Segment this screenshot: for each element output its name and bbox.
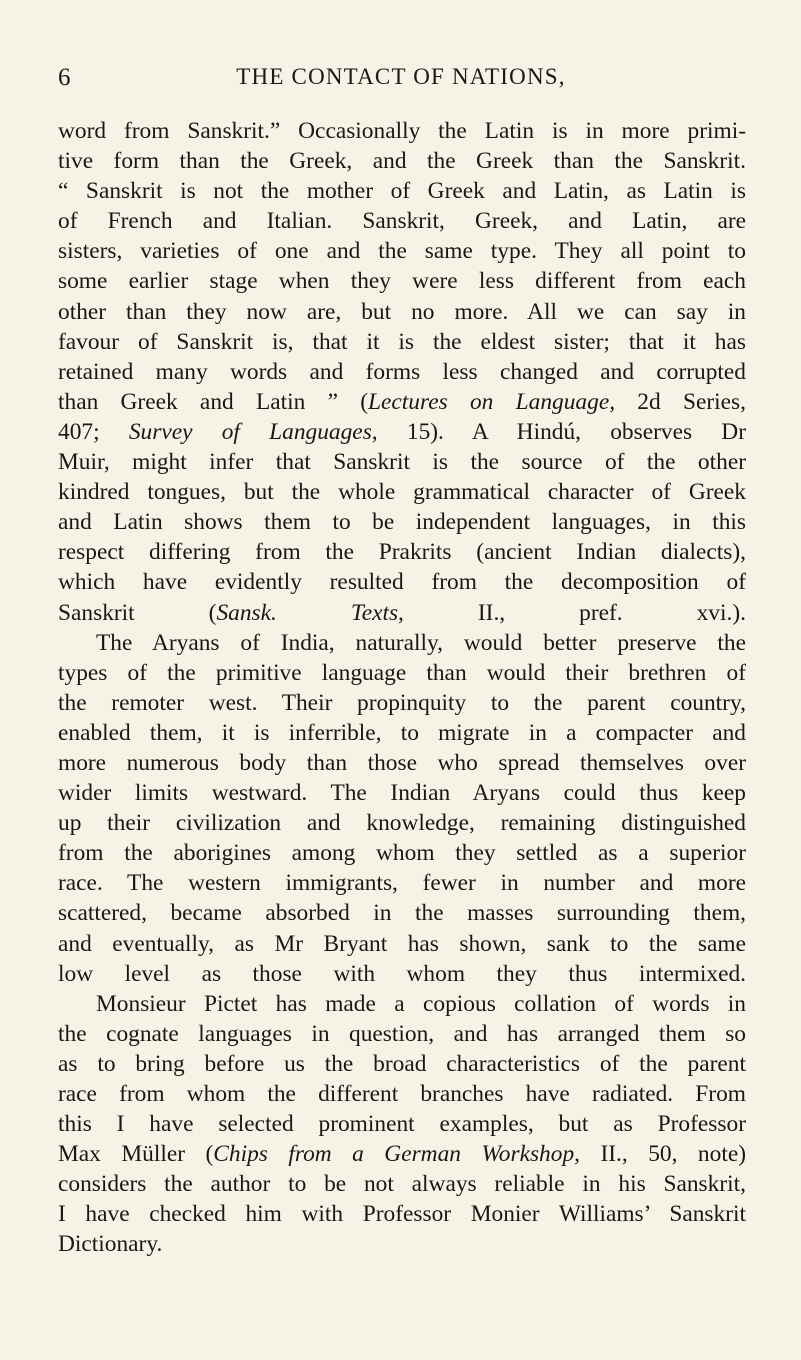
text-line	[58, 1019, 746, 1049]
text-segment: I have checked him with Professor Monier Williams’ Sanskrit	[58, 1201, 746, 1228]
text-segment: tive form than the Greek, and the Greek than the Sanskrit.	[58, 148, 746, 175]
text-segment: as to bring before us the broad characteristics of the parent	[58, 1050, 746, 1077]
text-line	[58, 567, 746, 597]
text-line	[58, 1169, 746, 1199]
text-line	[58, 1109, 746, 1139]
text-line	[58, 297, 746, 327]
text-segment: 407;	[58, 418, 129, 445]
text-line	[58, 1229, 746, 1259]
text-line	[58, 808, 746, 838]
text-segment: word from Sanskrit.” Occasionally the Latin is in more primi-	[58, 118, 746, 144]
text-line	[58, 658, 746, 688]
text-line	[58, 1079, 746, 1109]
text-line	[58, 748, 746, 778]
text-line	[58, 236, 746, 266]
text-line	[58, 898, 746, 928]
text-line	[58, 507, 746, 537]
running-header	[58, 64, 744, 104]
text-segment: enabled them, it is inferrible, to migrate in a compacter and	[58, 719, 746, 746]
text-segment: this I have selected prominent examples, but as Professor	[58, 1111, 746, 1138]
text-segment: race from whom the different branches have radiated. From	[58, 1081, 746, 1107]
page-number: 6	[58, 64, 71, 91]
text-segment: Max Müller (	[58, 1141, 214, 1168]
text-line	[58, 868, 746, 898]
text-line	[58, 1199, 746, 1229]
text-segment: 15). A Hindú, observes Dr	[377, 418, 746, 445]
italic-title: Sansk. Texts,	[216, 599, 404, 626]
text-segment: other than they now are, but no more. All we can say in	[58, 298, 746, 325]
text-line	[58, 1049, 746, 1079]
text-line	[58, 718, 746, 748]
text-line	[58, 778, 746, 808]
text-segment: more numerous body than those who spread themselves over	[58, 749, 746, 776]
text-segment: considers the author to be not always reliable in his Sanskrit,	[58, 1171, 746, 1198]
text-segment: II., 50, note)	[580, 1141, 746, 1168]
text-segment: Muir, might infer that Sanskrit is the source of the other	[58, 449, 746, 476]
italic-title: Chips from a German Workshop,	[213, 1141, 580, 1168]
text-segment: Sanskrit (	[58, 599, 217, 626]
text-segment: from the aborigines among whom they settled as a superior	[58, 840, 746, 867]
text-line	[58, 1139, 746, 1169]
text-segment: scattered, became absorbed in the masses surrounding them,	[58, 900, 746, 927]
text-segment: “ Sanskrit is not the mother of Greek and Latin, as Latin is	[58, 178, 746, 205]
italic-title: Survey of Languages,	[128, 418, 378, 445]
text-segment: respect differing from the Prakrits (ancient Indian dialects),	[58, 539, 746, 566]
text-segment: which have evidently resulted from the decomposition of	[58, 569, 746, 596]
text-line	[58, 116, 746, 146]
text-line	[58, 417, 746, 447]
text-line	[58, 989, 746, 1019]
text-segment: sisters, varieties of one and the same type. They all point to	[58, 238, 746, 265]
text-segment: II., pref. xvi.).	[403, 599, 746, 626]
text-segment: the remoter west. Their propinquity to the parent country,	[58, 689, 746, 716]
text-segment: wider limits westward. The Indian Aryans could thus keep	[58, 780, 746, 807]
text-segment: Monsieur Pictet has made a copious collation of words in	[96, 990, 746, 1017]
text-line	[58, 688, 746, 718]
text-segment: race. The western immigrants, fewer in number and more	[58, 870, 746, 897]
text-segment: than Greek and Latin ” (	[58, 388, 369, 415]
text-line	[58, 387, 746, 417]
text-segment: types of the primitive language than would their brethren of	[58, 659, 746, 686]
text-segment: kindred tongues, but the whole grammatical character of Greek	[58, 479, 746, 506]
text-line	[58, 477, 746, 507]
text-line	[58, 266, 746, 296]
text-line	[58, 929, 746, 959]
text-line	[58, 598, 746, 628]
text-line	[58, 838, 746, 868]
text-segment: 2d Series,	[615, 388, 746, 415]
text-segment: the cognate languages in question, and has arranged them so	[58, 1020, 746, 1047]
italic-title: Lectures on Language,	[368, 388, 616, 415]
text-segment: The Aryans of India, naturally, would better preserve the	[96, 629, 746, 656]
text-line	[58, 447, 746, 477]
text-segment: and eventually, as Mr Bryant has shown, sank to the same	[58, 930, 746, 957]
text-line	[58, 206, 746, 236]
text-segment: retained many words and forms less changed and corrupted	[58, 358, 746, 385]
running-title: THE CONTACT OF NATIONS,	[236, 64, 566, 89]
text-segment: low level as those with whom they thus intermixed.	[58, 960, 746, 987]
text-line	[58, 959, 746, 989]
text-line	[58, 327, 746, 357]
body-text	[58, 116, 746, 1260]
text-line	[58, 537, 746, 567]
text-line	[58, 357, 746, 387]
text-segment: of French and Italian. Sanskrit, Greek, and Latin, are	[58, 208, 746, 235]
text-segment: favour of Sanskrit is, that it is the eldest sister; that it has	[58, 328, 746, 355]
text-line	[58, 176, 746, 206]
text-segment: Dictionary.	[58, 1231, 163, 1258]
text-line	[58, 628, 746, 658]
text-segment: some earlier stage when they were less different from each	[58, 268, 746, 295]
text-line	[58, 146, 746, 176]
text-segment: and Latin shows them to be independent languages, in this	[58, 509, 746, 536]
text-segment: up their civilization and knowledge, remaining distinguished	[58, 810, 746, 837]
